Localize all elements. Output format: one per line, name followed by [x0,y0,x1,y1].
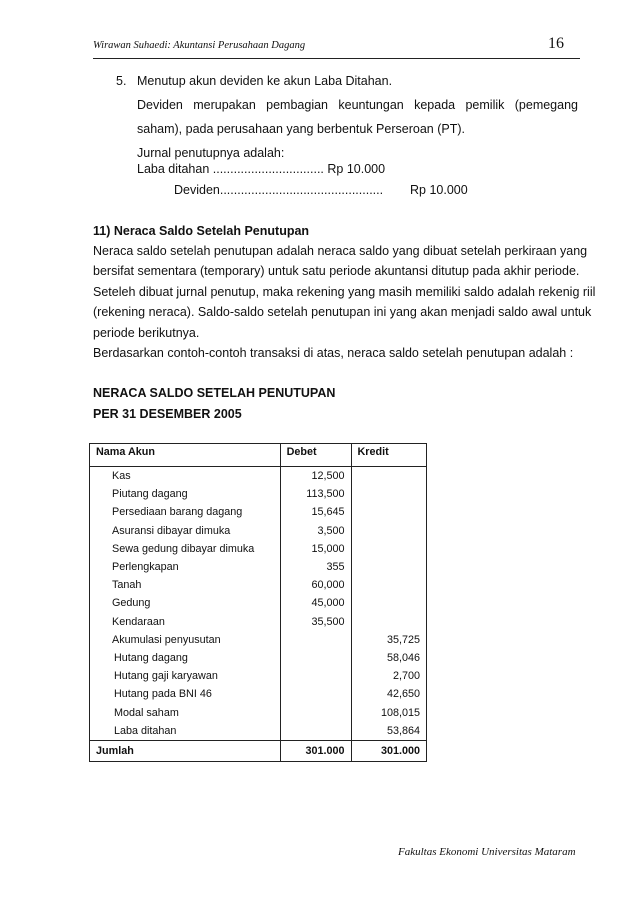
header-rule [93,58,580,59]
running-header: Wirawan Suhaedi: Akuntansi Perusahaan Dagang [93,40,306,51]
credit-amount [351,576,427,594]
debit-amount: 3,500 [280,522,351,540]
table-row [90,558,427,576]
table-row [90,613,427,631]
column-header-account: Nama Akun [90,444,281,467]
account-name: Perlengkapan [90,558,281,576]
account-name: Akumulasi penyusutan [90,631,281,649]
account-name: Kas [90,467,281,486]
page-footer: Fakultas Ekonomi Universitas Mataram [398,846,576,858]
credit-amount: 58,046 [351,649,427,667]
credit-amount [351,503,427,521]
account-name: Laba ditahan [90,722,281,741]
account-name: Gedung [90,594,281,612]
credit-amount: 42,650 [351,685,427,703]
item-5-paragraph-line-2: saham), pada perusahaan yang berbentuk Perseroan (PT). [137,122,465,136]
section-11-line-1: Neraca saldo setelah penutupan adalah neraca saldo yang dibuat setelah perkiraan yang [93,244,588,258]
debit-amount: 15,645 [280,503,351,521]
section-11-line-4: (rekening neraca). Saldo-saldo setelah penutupan ini yang akan menjadi saldo awal untuk [93,305,592,319]
credit-amount [351,613,427,631]
debit-amount [280,685,351,703]
table-row [90,594,427,612]
total-credit: 301.000 [351,740,427,761]
section-11-closing-line: Berdasarkan contoh-contoh transaksi di atas, neraca saldo setelah penutupan adalah : [93,346,574,360]
item-5-paragraph-line-1: Deviden merupakan pembagian keuntungan kepada pemilik (pemegang [137,98,578,112]
table-row [90,522,427,540]
trial-balance-table [89,443,427,762]
debit-amount [280,667,351,685]
credit-amount: 2,700 [351,667,427,685]
account-name: Asuransi dibayar dimuka [90,522,281,540]
credit-amount: 35,725 [351,631,427,649]
table-row [90,649,427,667]
debit-amount [280,722,351,741]
table-row [90,540,427,558]
table-row [90,631,427,649]
section-11-line-2: bersifat sementara (temporary) untuk satu periode akuntansi ditutup pada akhir periode. [93,264,580,278]
debit-amount [280,631,351,649]
statement-title: NERACA SALDO SETELAH PENUTUPAN [93,386,336,400]
section-11-heading: 11) Neraca Saldo Setelah Penutupan [93,224,310,238]
debit-amount: 45,000 [280,594,351,612]
table-row [90,485,427,503]
credit-amount [351,522,427,540]
credit-amount: 53,864 [351,722,427,741]
page-number: 16 [548,35,564,52]
credit-amount: 108,015 [351,703,427,721]
debit-amount: 60,000 [280,576,351,594]
total-row [90,740,427,761]
account-name: Hutang gaji karyawan [90,667,281,685]
table-row [90,576,427,594]
debit-amount [280,703,351,721]
account-name: Hutang dagang [90,649,281,667]
credit-amount [351,558,427,576]
total-label: Jumlah [90,740,281,761]
table-row [90,722,427,741]
credit-amount [351,485,427,503]
journal-debit-line: Laba ditahan ................................ Rp 10.000 [137,162,386,176]
item-5-number: 5. [116,74,127,88]
account-name: Piutang dagang [90,485,281,503]
statement-date: PER 31 DESEMBER 2005 [93,407,242,421]
account-name: Sewa gedung dibayar dimuka [90,540,281,558]
section-11-line-5: periode berikutnya. [93,326,200,340]
debit-amount: 113,500 [280,485,351,503]
account-name: Kendaraan [90,613,281,631]
account-name: Persediaan barang dagang [90,503,281,521]
column-header-debit: Debet [280,444,351,467]
journal-credit-amount: Rp 10.000 [410,183,468,197]
journal-credit-account: Deviden............................................... [174,183,384,197]
table-row [90,467,427,486]
account-name: Modal saham [90,703,281,721]
table-row [90,685,427,703]
column-header-credit: Kredit [351,444,427,467]
credit-amount [351,467,427,486]
debit-amount: 12,500 [280,467,351,486]
debit-amount: 15,000 [280,540,351,558]
debit-amount [280,649,351,667]
debit-amount: 355 [280,558,351,576]
total-debit: 301.000 [280,740,351,761]
journal-intro: Jurnal penutupnya adalah: [137,146,285,160]
account-name: Hutang pada BNI 46 [90,685,281,703]
table-header-row [90,444,427,467]
section-11-line-3: Seteleh dibuat jurnal penutup, maka rekening yang masih memiliki saldo adalah rekenig riil [93,285,596,299]
table-row [90,503,427,521]
item-5-title: Menutup akun deviden ke akun Laba Ditahan. [137,74,393,88]
credit-amount [351,540,427,558]
table-row [90,703,427,721]
account-name: Tanah [90,576,281,594]
debit-amount: 35,500 [280,613,351,631]
credit-amount [351,594,427,612]
table-row [90,667,427,685]
